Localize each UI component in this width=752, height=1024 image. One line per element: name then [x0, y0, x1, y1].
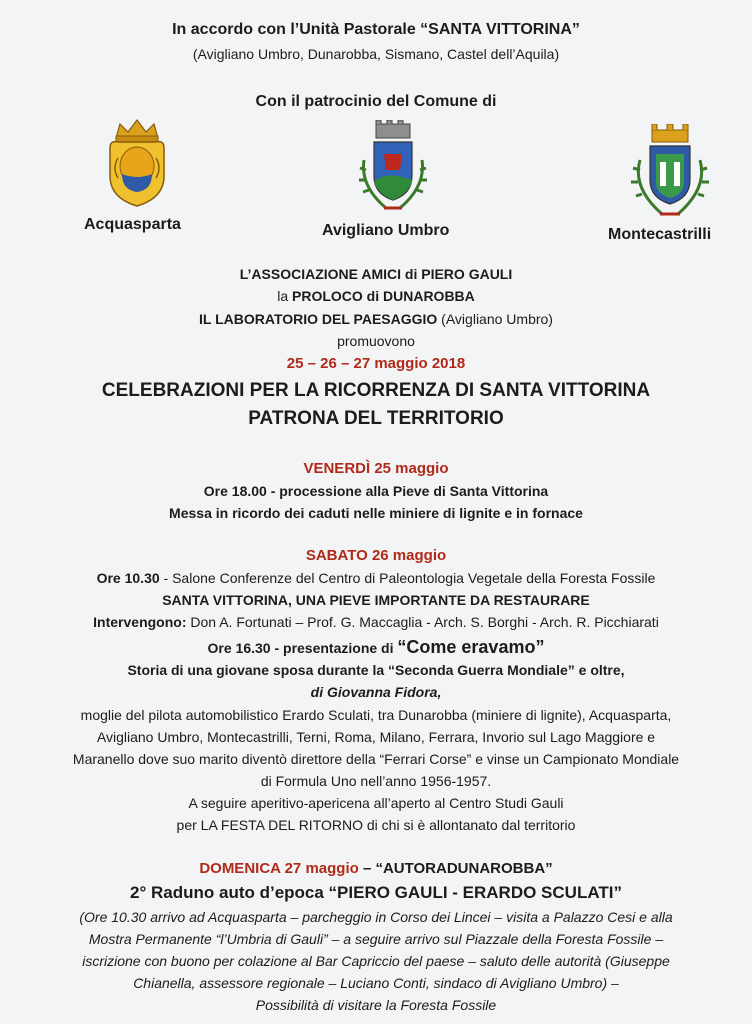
- book-desc-3: Maranello dove suo marito diventò direttore della “Ferrari Corse” e vinse un Campionato Mondiale: [72, 751, 680, 767]
- saturday-topic: SANTA VITTORINA, UNA PIEVE IMPORTANTE DA RESTAURARE: [162, 592, 590, 608]
- town-acquasparta: Acquasparta: [84, 216, 181, 233]
- book-desc-2: Avigliano Umbro, Montecastrilli, Terni, Roma, Milano, Ferrara, Invorio sul Lago Maggiore e: [96, 729, 656, 745]
- parishes-line: (Avigliano Umbro, Dunarobba, Sismano, Castel dell’Aquila): [192, 46, 560, 62]
- sunday-program-3: iscrizione con buono per colazione al Bar Capriccio del paese – saluto delle autorità (Giuseppe: [82, 953, 670, 969]
- friday-line1: Ore 18.00 - processione alla Pieve di Santa Vittorina: [203, 483, 549, 499]
- book-desc-4: di Formula Uno nell’anno 1956-1957.: [260, 773, 492, 789]
- promote-line: promuovono: [337, 333, 415, 349]
- dates-line: 25 – 26 – 27 maggio 2018: [286, 355, 466, 372]
- book-author: di Giovanna Fidora,: [310, 684, 442, 700]
- saturday-speakers: Intervengono: Don A. Fortunati – Prof. G. Maccaglia - Arch. S. Borghi - Arch. R. Picchiarati: [93, 614, 659, 630]
- sunday-program-5: Possibilità di visitare la Foresta Fossile: [255, 997, 497, 1013]
- accord-line: In accordo con l’Unità Pastorale “SANTA VITTORINA”: [172, 21, 580, 38]
- proloco-line: la PROLOCO di DUNAROBBA: [277, 288, 475, 304]
- book-story: Storia di una giovane sposa durante la “Seconda Guerra Mondiale” e oltre,: [127, 662, 625, 678]
- sunday-program-2: Mostra Permanente “l’Umbria di Gauli” – a seguire arrivo sul Piazzale della Foresta Fossile –: [88, 931, 664, 947]
- sunday-program-1: (Ore 10.30 arrivo ad Acquasparta – parcheggio in Corso dei Lincei – visita a Palazzo Cesi e alla: [79, 909, 673, 925]
- book-desc-1: moglie del pilota automobilistico Erardo Sculati, tra Dunarobba (miniere di lignite), Acquasparta,: [80, 707, 672, 723]
- saturday-heading: SABATO 26 maggio: [305, 547, 447, 564]
- aperitivo-line1: A seguire aperitivo-apericena all’aperto al Centro Studi Gauli: [188, 795, 564, 811]
- lab-line: IL LABORATORIO DEL PAESAGGIO (Avigliano Umbro): [199, 311, 553, 327]
- montecastrilli-crest-icon: [628, 124, 712, 224]
- avigliano-crest-icon: [356, 120, 430, 220]
- saturday-conference-line: Ore 10.30 - Salone Conferenze del Centro di Paleontologia Vegetale della Foresta Fossile: [96, 570, 656, 586]
- friday-line2: Messa in ricordo dei caduti nelle miniere di lignite e in fornace: [169, 505, 583, 521]
- sunday-heading: DOMENICA 27 maggio – “AUTORADUNAROBBA”: [199, 860, 553, 877]
- saturday-presentation: Ore 16.30 - presentazione di “Come eravamo”: [207, 637, 545, 657]
- friday-heading: VENERDÌ 25 maggio: [303, 460, 449, 477]
- acquasparta-crest-icon: [104, 118, 170, 210]
- town-avigliano-umbro: Avigliano Umbro: [322, 222, 450, 239]
- patronage-line: Con il patrocinio del Comune di: [255, 93, 497, 110]
- sunday-rally: 2° Raduno auto d’epoca “PIERO GAULI - ERARDO SCULATI”: [130, 883, 622, 902]
- town-montecastrilli: Montecastrilli: [608, 226, 712, 243]
- aperitivo-line2: per LA FESTA DEL RITORNO di chi si è allontanato dal territorio: [176, 817, 576, 833]
- sunday-program-4: Chianella, assessore regionale – Luciano Conti, sindaco di Avigliano Umbro) –: [133, 975, 619, 991]
- book-title: “Come eravamo”: [397, 637, 545, 657]
- assoc-line: L’ASSOCIAZIONE AMICI di PIERO GAULI: [239, 266, 513, 282]
- main-title-line1: CELEBRAZIONI PER LA RICORRENZA DI SANTA VITTORINA: [101, 380, 651, 401]
- main-title-line2: PATRONA DEL TERRITORIO: [248, 408, 504, 429]
